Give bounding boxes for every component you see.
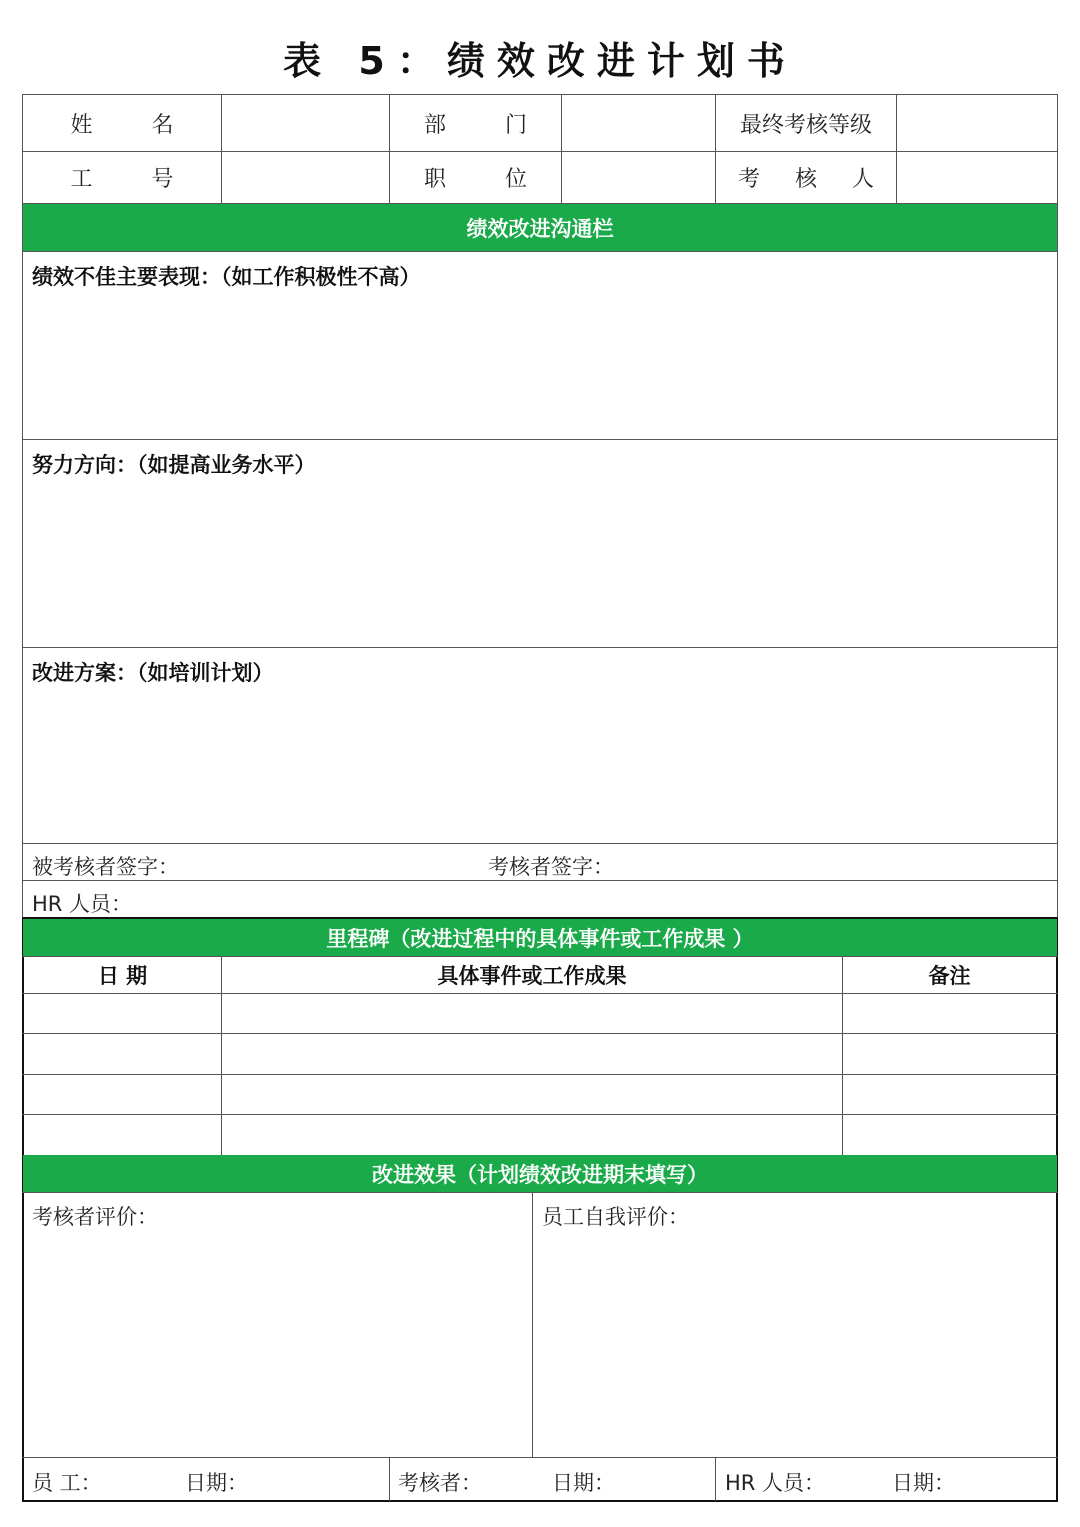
col-event: 具体事件或工作成果 [437,964,627,988]
reviewer-date-label: 日期： [552,1471,615,1495]
reviewer-final-label: 考核者： [398,1471,482,1495]
hr-date-label: 日期： [892,1471,955,1495]
communication-band: 绩效改进沟通栏 [23,204,1057,251]
reviewer-eval-area[interactable] [24,1234,531,1456]
reviewer-label: 考 核 人 [738,167,888,192]
table-row[interactable] [24,1034,221,1074]
id-field[interactable] [222,152,389,203]
table-row[interactable] [24,994,221,1033]
poor-performance-area[interactable] [23,294,1057,439]
employee-sign-label: 员 工： [32,1471,102,1495]
reviewer-field[interactable] [897,152,1057,203]
reviewer-sign-label: 考核者签字： [488,855,614,879]
employee-eval-area[interactable] [534,1234,1055,1456]
grade-field[interactable] [897,95,1057,151]
grade-label: 最终考核等级 [739,112,872,138]
plan-form [22,94,1058,1502]
position-field[interactable] [562,152,715,203]
reviewee-sign-label: 被考核者签字： [32,855,179,879]
plan-label: 改进方案：（如培训计划） [32,661,274,685]
hr-sign-label: HR 人员： [32,892,133,916]
results-band: 改进效果（计划绩效改进期末填写） [23,1155,1057,1192]
direction-label: 努力方向：（如提高业务水平） [32,453,316,477]
milestones-band: 里程碑（改进过程中的具体事件或工作成果 ） [23,919,1057,956]
name-label: 姓 名 [70,112,200,138]
reviewer-eval-label: 考核者评价： [32,1205,158,1229]
col-remark: 备注 [928,964,971,988]
plan-area[interactable] [23,690,1057,843]
direction-area[interactable] [23,482,1057,647]
col-date: 日 期 [97,964,148,988]
poor-performance-label: 绩效不佳主要表现：（如工作积极性不高） [32,265,421,289]
hr-final-label: HR 人员： [725,1471,826,1495]
dept-label: 部 门 [424,112,553,138]
table-row[interactable] [24,1115,221,1155]
dept-field[interactable] [562,95,715,151]
page-title: 表 5：绩效改进计划书 [283,39,797,83]
id-label: 工 号 [70,167,200,192]
employee-date-label: 日期： [185,1471,248,1495]
table-row[interactable] [24,1075,221,1114]
position-label: 职 位 [424,167,553,192]
name-field[interactable] [222,95,389,151]
employee-eval-label: 员工自我评价： [542,1205,689,1229]
